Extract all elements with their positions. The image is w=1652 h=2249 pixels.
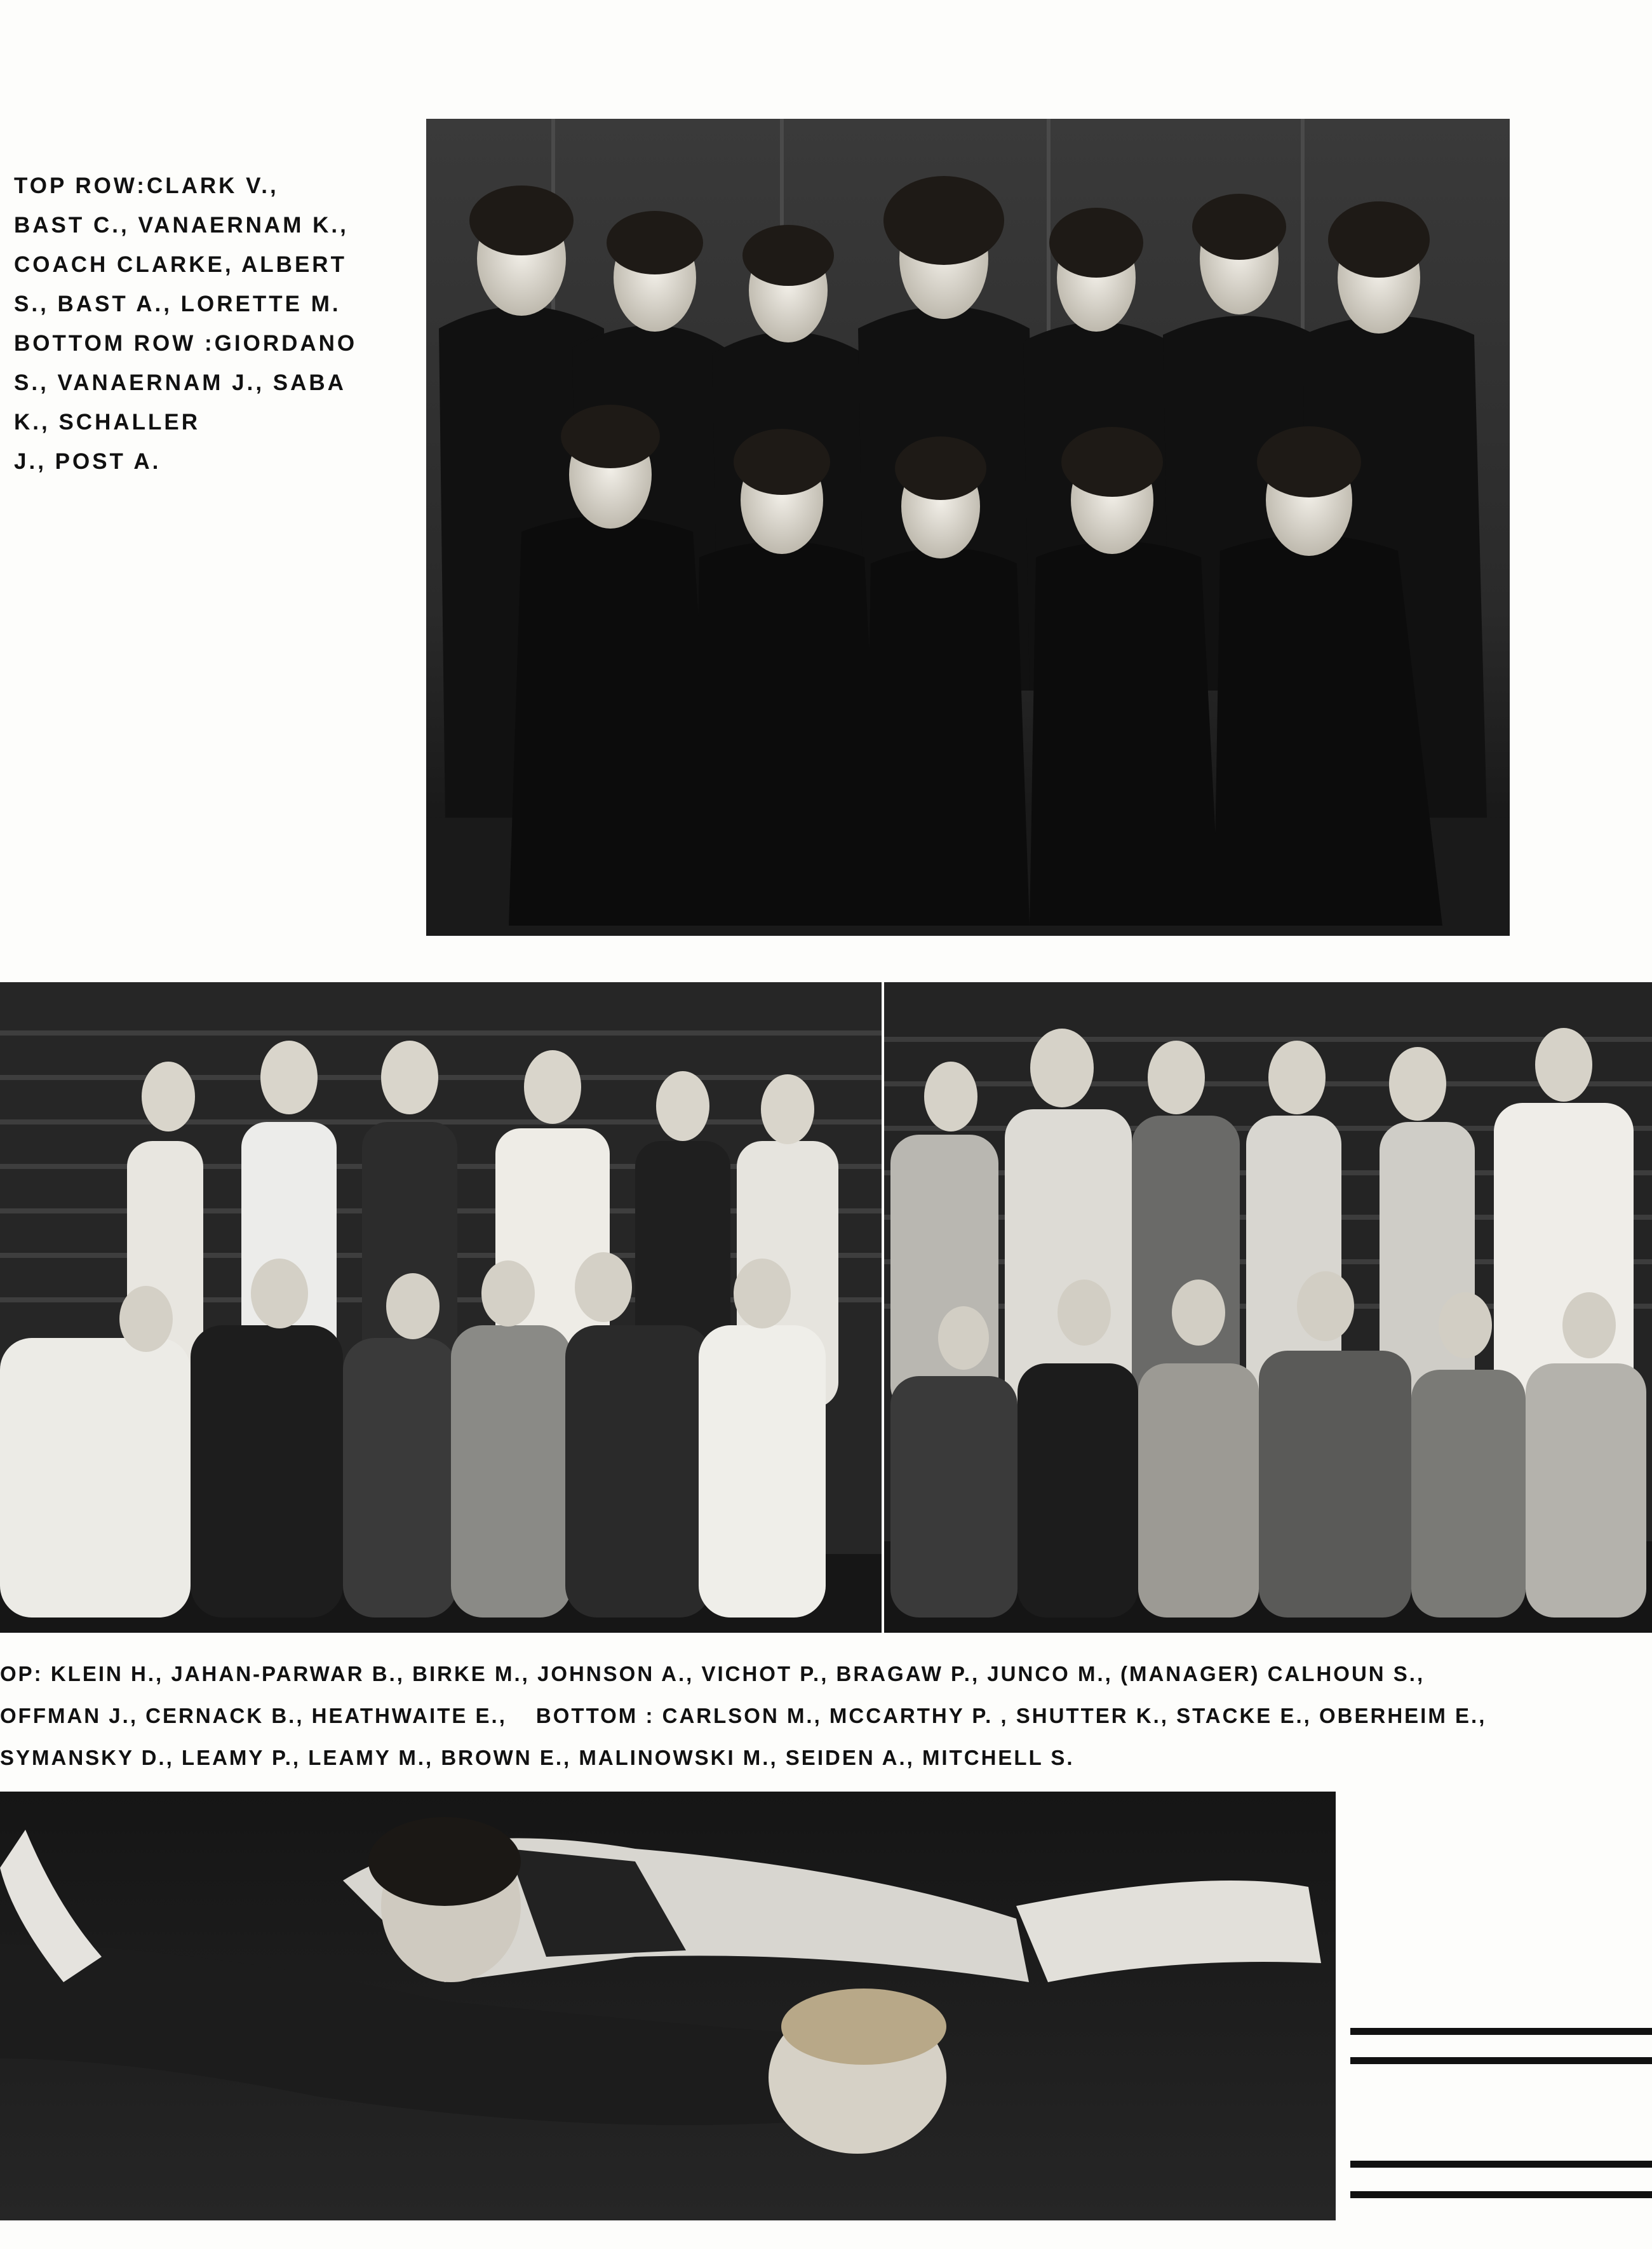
caption-segment: OFFMAN J., CERNACK B., HEATHWAITE E., [0, 1704, 507, 1727]
caption-line [0, 1695, 1652, 1737]
boys-team-photo-right [884, 982, 1652, 1633]
caption-line: COACH CLARKE, ALBERT [14, 252, 347, 277]
girls-team-photo [426, 119, 1510, 936]
caption-segment: BOTTOM : CARLSON M., MCCARTHY P. , SHUTTER K., STACKE E., OBERHEIM E., [535, 1704, 1487, 1727]
caption-line: K., SCHALLER [14, 410, 200, 435]
caption-line: SYMANSKY D., LEAMY P., LEAMY M., BROWN E., MALINOWSKI M., SEIDEN A., MITCHELL S. [0, 1746, 1075, 1769]
caption-line: BOTTOM ROW :GIORDANO [14, 331, 358, 356]
boys-team-photo-left [0, 982, 882, 1633]
caption-line: BAST C., VANAERNAM K., [14, 213, 349, 238]
decorative-rule [1350, 2191, 1652, 2198]
caption-line: TOP ROW:CLARK V., [14, 173, 279, 198]
decorative-rule [1350, 2057, 1652, 2064]
wrestling-action-photo [0, 1792, 1336, 2220]
caption-line: S., BAST A., LORETTE M. [14, 292, 341, 316]
boys-team-caption [0, 1653, 1652, 1779]
caption-line: OP: KLEIN H., JAHAN-PARWAR B., BIRKE M., JOHNSON A., VICHOT P., BRAGAW P., JUNCO M., (MANAGER) CALHOUN S., [0, 1662, 1425, 1685]
decorative-rule [1350, 2161, 1652, 2168]
girls-team-caption [14, 166, 395, 482]
caption-line: S., VANAERNAM J., SABA [14, 370, 346, 395]
caption-line: J., POST A. [14, 449, 161, 474]
decorative-rule [1350, 2028, 1652, 2035]
